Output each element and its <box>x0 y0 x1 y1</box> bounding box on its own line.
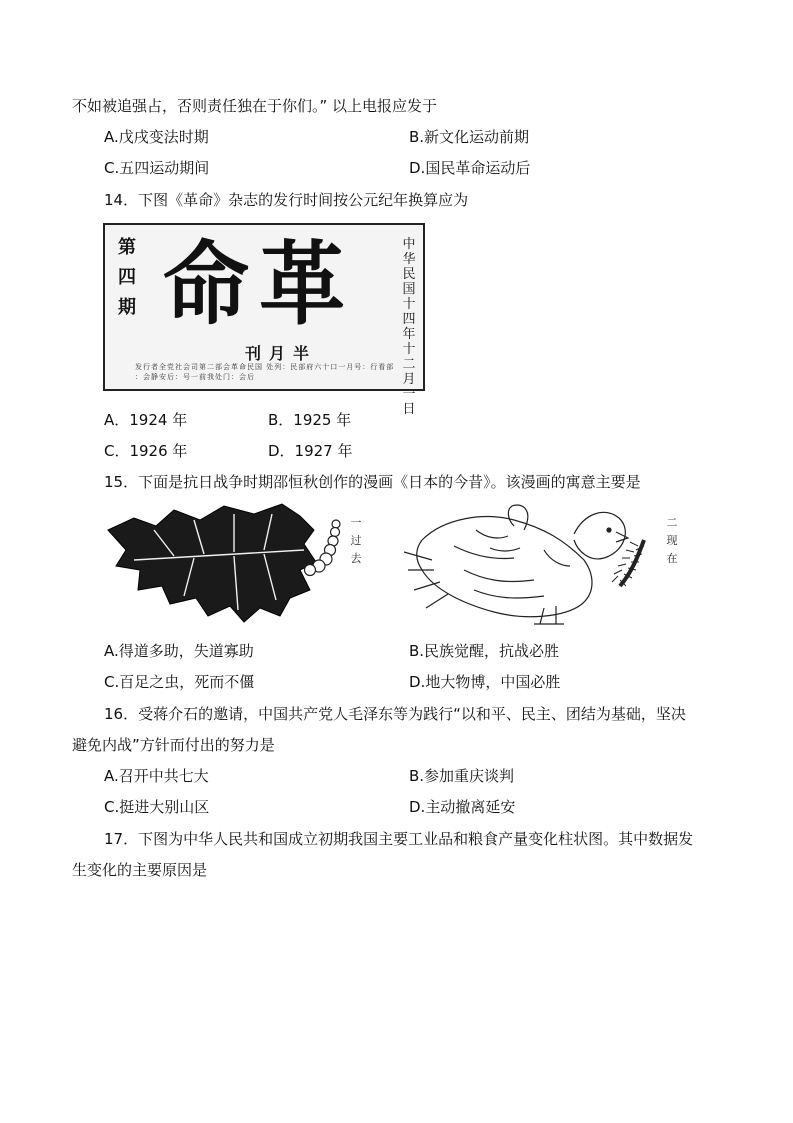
japan-past-present-cartoon <box>104 500 709 628</box>
cartoon-label-past: 一过去 <box>350 516 362 565</box>
option-14-a[interactable]: A．1924 年 <box>104 411 188 429</box>
option-16-c[interactable]: C.挺进大别山区 <box>104 798 210 816</box>
option-13-d[interactable]: D.国民革命运动后 <box>409 159 531 177</box>
question-16-line2: 避免内战”方针而付出的努力是 <box>72 736 275 754</box>
cartoon-label-now: 二现在 <box>666 516 678 565</box>
question-16-line1: 16．受蒋介石的邀请，中国共产党人毛泽东等为践行“以和平、民主、团结为基础，坚决 <box>104 705 686 723</box>
question-17-line1: 17．下图为中华人民共和国成立初期我国主要工业品和粮食产量变化柱状图。其中数据发 <box>104 830 694 848</box>
option-13-b[interactable]: B.新文化运动前期 <box>409 128 530 146</box>
masthead-issue: 第四期 <box>118 237 136 318</box>
masthead-fine-print: 发行者全党社会司第二部会革命民国 处列：民部府六十口一月号：行看部 ：会静安后：号一前我处门：会后 <box>135 363 395 381</box>
question-17-line2: 生变化的主要原因是 <box>72 861 208 879</box>
option-13-c[interactable]: C.五四运动期间 <box>104 159 210 177</box>
masthead-title: 命革 <box>163 231 355 338</box>
option-16-a[interactable]: A.召开中共七大 <box>104 767 209 785</box>
option-14-d[interactable]: D．1927 年 <box>268 442 353 460</box>
revolution-magazine-masthead <box>103 223 425 417</box>
chicken-icon <box>404 505 628 624</box>
option-15-a[interactable]: A.得道多助，失道寡助 <box>104 642 254 660</box>
option-16-d[interactable]: D.主动撤离延安 <box>409 798 516 816</box>
option-14-b[interactable]: B．1925 年 <box>268 411 352 429</box>
option-15-c[interactable]: C.百足之虫，死而不僵 <box>104 673 255 691</box>
option-15-b[interactable]: B.民族觉醒，抗战必胜 <box>409 642 560 660</box>
option-16-b[interactable]: B.参加重庆谈判 <box>409 767 515 785</box>
cartoon-drawing <box>104 500 709 628</box>
question-14: 14．下图《革命》杂志的发行时间按公元纪年换算应为 <box>104 191 469 209</box>
option-15-d[interactable]: D.地大物博，中国必胜 <box>409 673 561 691</box>
line-q13-tail: 不如被追强占，否则责任独在于你们。” 以上电报应发于 <box>72 97 438 115</box>
masthead-date: 中华民国十四年十二月一日 <box>402 237 416 417</box>
question-15: 15．下面是抗日战争时期邵恒秋创作的漫画《日本的今昔》。该漫画的寓意主要是 <box>104 473 641 491</box>
masthead-semimonthly: 刊月半 <box>245 344 318 363</box>
leaf-icon <box>108 504 316 622</box>
option-13-a[interactable]: A.戊戌变法时期 <box>104 128 209 146</box>
option-14-c[interactable]: C．1926 年 <box>104 442 188 460</box>
centipede-icon <box>612 540 644 586</box>
